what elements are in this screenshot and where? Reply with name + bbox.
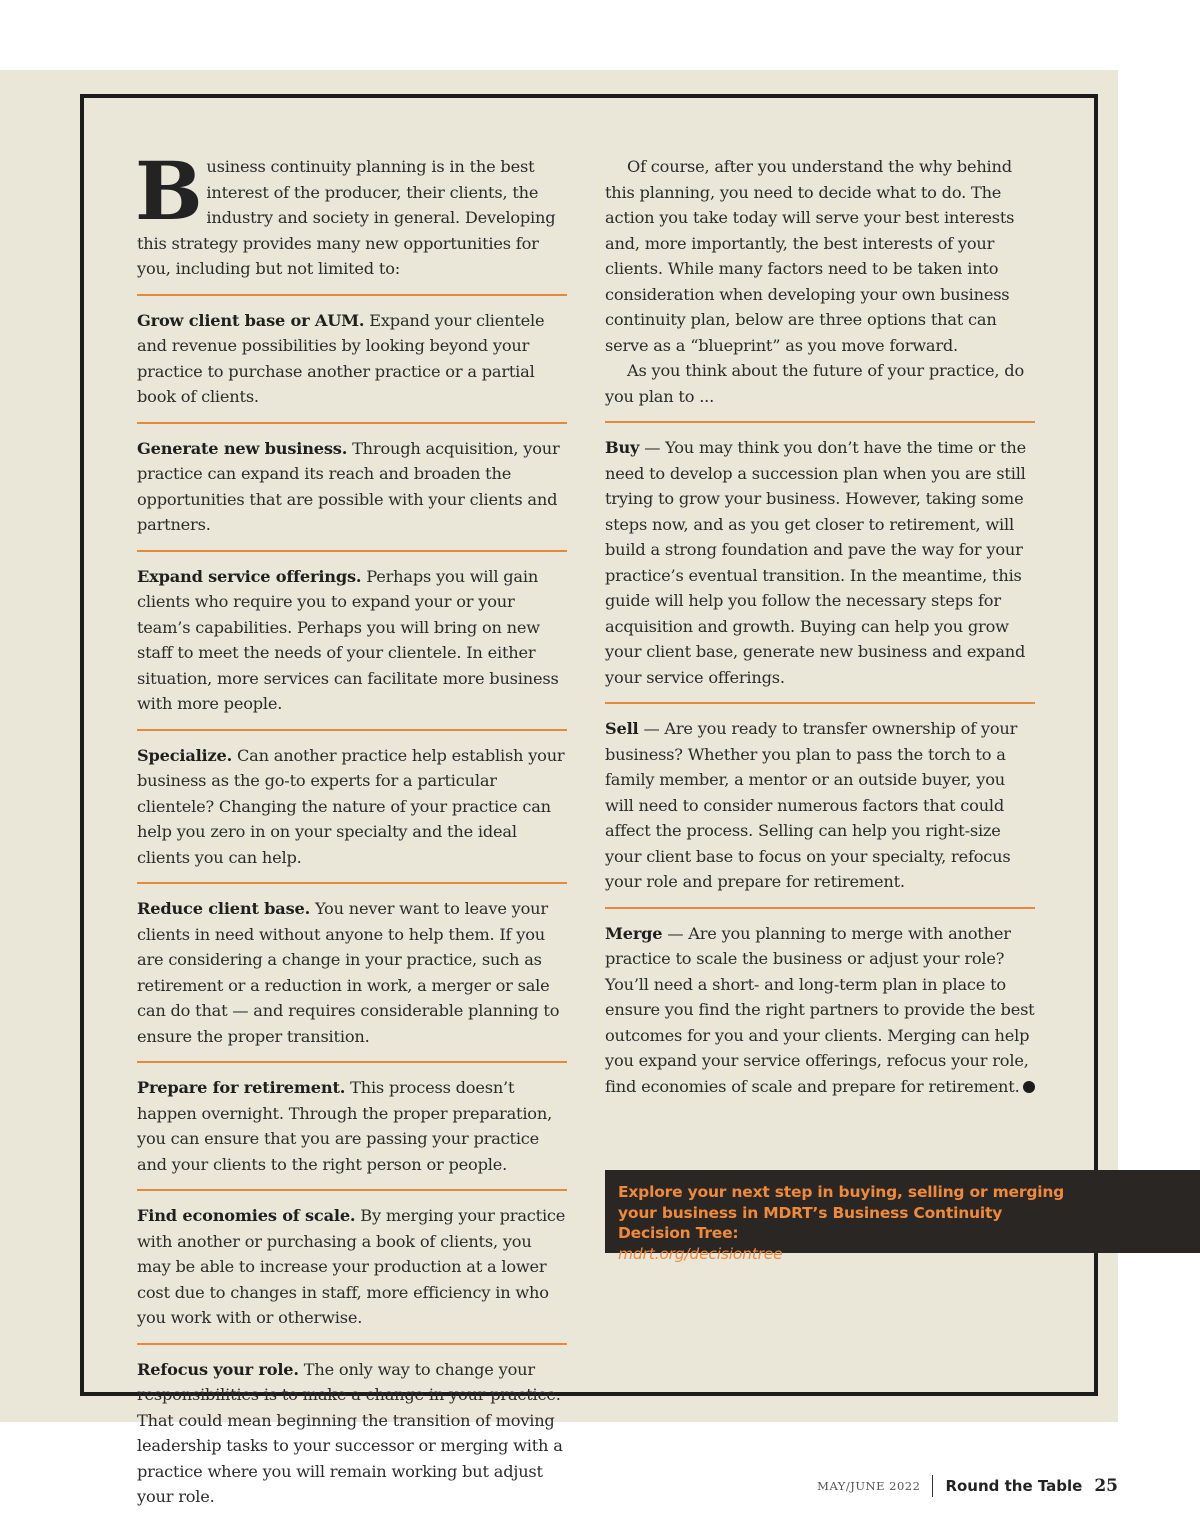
- item-text: The only way to change your responsibilities is to make a change in your practice. That could mean beginning the transition of moving leadership tasks to your successor or merging with a practice where you will remain working but adjust your role.: [137, 1359, 563, 1506]
- callout-text: Explore your next step in buying, selling or merging your business in MDRT’s Business Continuity Decision Tree:: [618, 1183, 1065, 1242]
- divider: [137, 422, 567, 424]
- callout-link[interactable]: mdrt.org/decisiontree: [618, 1244, 783, 1263]
- item-title: Prepare for retirement.: [137, 1078, 346, 1097]
- divider: [137, 1061, 567, 1063]
- divider: [605, 702, 1035, 704]
- option-title: Sell: [605, 719, 639, 738]
- callout-text-block: [618, 1182, 1078, 1264]
- item-title: Find economies of scale.: [137, 1206, 356, 1225]
- list-item: [137, 564, 567, 717]
- right-paragraph-1: Of course, after you understand the why behind this planning, you need to decide what to do. The action you take today will serve your best interests and, more importantly, the best interests of your clients. While many factors need to be taken into consideration when developing your own business continuity plan, below are three options that can serve as a “blueprint” as you move forward.: [605, 157, 1015, 355]
- intro-text: usiness continuity planning is in the best interest of the producer, their clients, the industry and society in general. Developing this strategy provides many new opportunities for you, including but not limited to:: [137, 157, 556, 278]
- item-title: Refocus your role.: [137, 1359, 299, 1379]
- divider: [137, 1189, 567, 1191]
- item-title: Expand service offerings.: [137, 566, 362, 586]
- item-text: Perhaps you will gain clients who require you to expand your or your team’s capabilities. Perhaps you will bring on new staff to meet the needs of your clientele. In either situation, more services can facilitate more business with more people.: [137, 566, 559, 713]
- option-text: — Are you ready to transfer ownership of your business? Whether you plan to pass the torch to a family member, a mentor or an outside buyer, you will need to consider numerous factors that could affect the process. Selling can help you right-size your client base to focus on your specialty, refocus your role and prepare for retirement.: [605, 719, 1018, 891]
- option-text: — You may think you don’t have the time or the need to develop a succession plan when you are still trying to grow your business. However, taking some steps now, and as you get closer to retirement, will build a strong foundation and pave the way for your practice’s eventual transition. In the meantime, this guide will help you follow the necessary steps for acquisition and growth. Buying can help you grow your client base, generate new business and expand your service offerings.: [605, 438, 1027, 687]
- divider: [137, 550, 567, 552]
- option-sell: [605, 716, 1035, 895]
- left-column: [135, 144, 567, 1510]
- list-item: [137, 1203, 567, 1331]
- item-title: Reduce client base.: [137, 899, 311, 918]
- item-text: Can another practice help establish your business as the go-to experts for a particular clientele? Changing the nature of your practice can help you zero in on your specialty and the ideal clients you can help.: [137, 745, 565, 867]
- option-merge: [605, 921, 1035, 1100]
- item-text: Through acquisition, your practice can expand its reach and broaden the opportunities that are possible with your clients and partners.: [137, 438, 560, 534]
- list-item: [137, 1075, 567, 1177]
- footer-separator: [932, 1475, 933, 1497]
- right-column: [605, 154, 1035, 1099]
- divider: [137, 882, 567, 884]
- item-title: Grow client base or AUM.: [137, 310, 365, 330]
- option-text: — Are you planning to merge with another practice to scale the business or adjust your role? You’ll need a short- and long-term plan in place to ensure you find the right partners to provide the best outcomes for you and your clients. Merging can help you expand your service offerings, refocus your role, find economies of scale and prepare for retirement.: [605, 923, 1035, 1096]
- divider: [137, 729, 567, 731]
- list-item: [137, 1357, 567, 1510]
- option-title: Buy: [605, 438, 640, 457]
- list-item: [137, 896, 567, 1049]
- divider: [137, 294, 567, 296]
- divider: [605, 907, 1035, 909]
- drop-cap: B: [135, 144, 203, 238]
- right-paragraph-2: As you think about the future of your practice, do you plan to ...: [605, 361, 1025, 406]
- list-item: [137, 436, 567, 538]
- option-title: Merge: [605, 923, 663, 943]
- end-mark-icon: [1023, 1081, 1035, 1093]
- item-text: Expand your clientele and revenue possibilities by looking beyond your practice to purchase another practice or a partial book of clients.: [137, 310, 545, 406]
- item-text: You never want to leave your clients in need without anyone to help them. If you are considering a change in your practice, such as retirement or a reduction in work, a merger or sale can do that — and requires considerable planning to ensure the proper transition.: [137, 899, 560, 1046]
- divider: [137, 1343, 567, 1345]
- divider: [605, 421, 1035, 423]
- page-footer: [817, 1474, 1118, 1498]
- item-text: By merging your practice with another or purchasing a book of clients, you may be able to increase your production at a lower cost due to changes in staff, more efficiency in who you work with or otherwise.: [137, 1206, 566, 1327]
- callout-box: [605, 1170, 1200, 1263]
- footer-date: MAY/JUNE 2022: [817, 1479, 921, 1493]
- option-buy: [605, 435, 1035, 690]
- list-item: [137, 743, 567, 871]
- footer-magazine: Round the Table: [945, 1477, 1083, 1495]
- list-item: [137, 308, 567, 410]
- item-title: Generate new business.: [137, 438, 348, 458]
- item-title: Specialize.: [137, 745, 233, 765]
- intro-paragraph: [135, 144, 567, 282]
- page-number: 25: [1094, 1476, 1118, 1496]
- item-text: This process doesn’t happen overnight. Through the proper preparation, you can ensure that you are passing your practice and your clients to the right person or people.: [137, 1078, 553, 1174]
